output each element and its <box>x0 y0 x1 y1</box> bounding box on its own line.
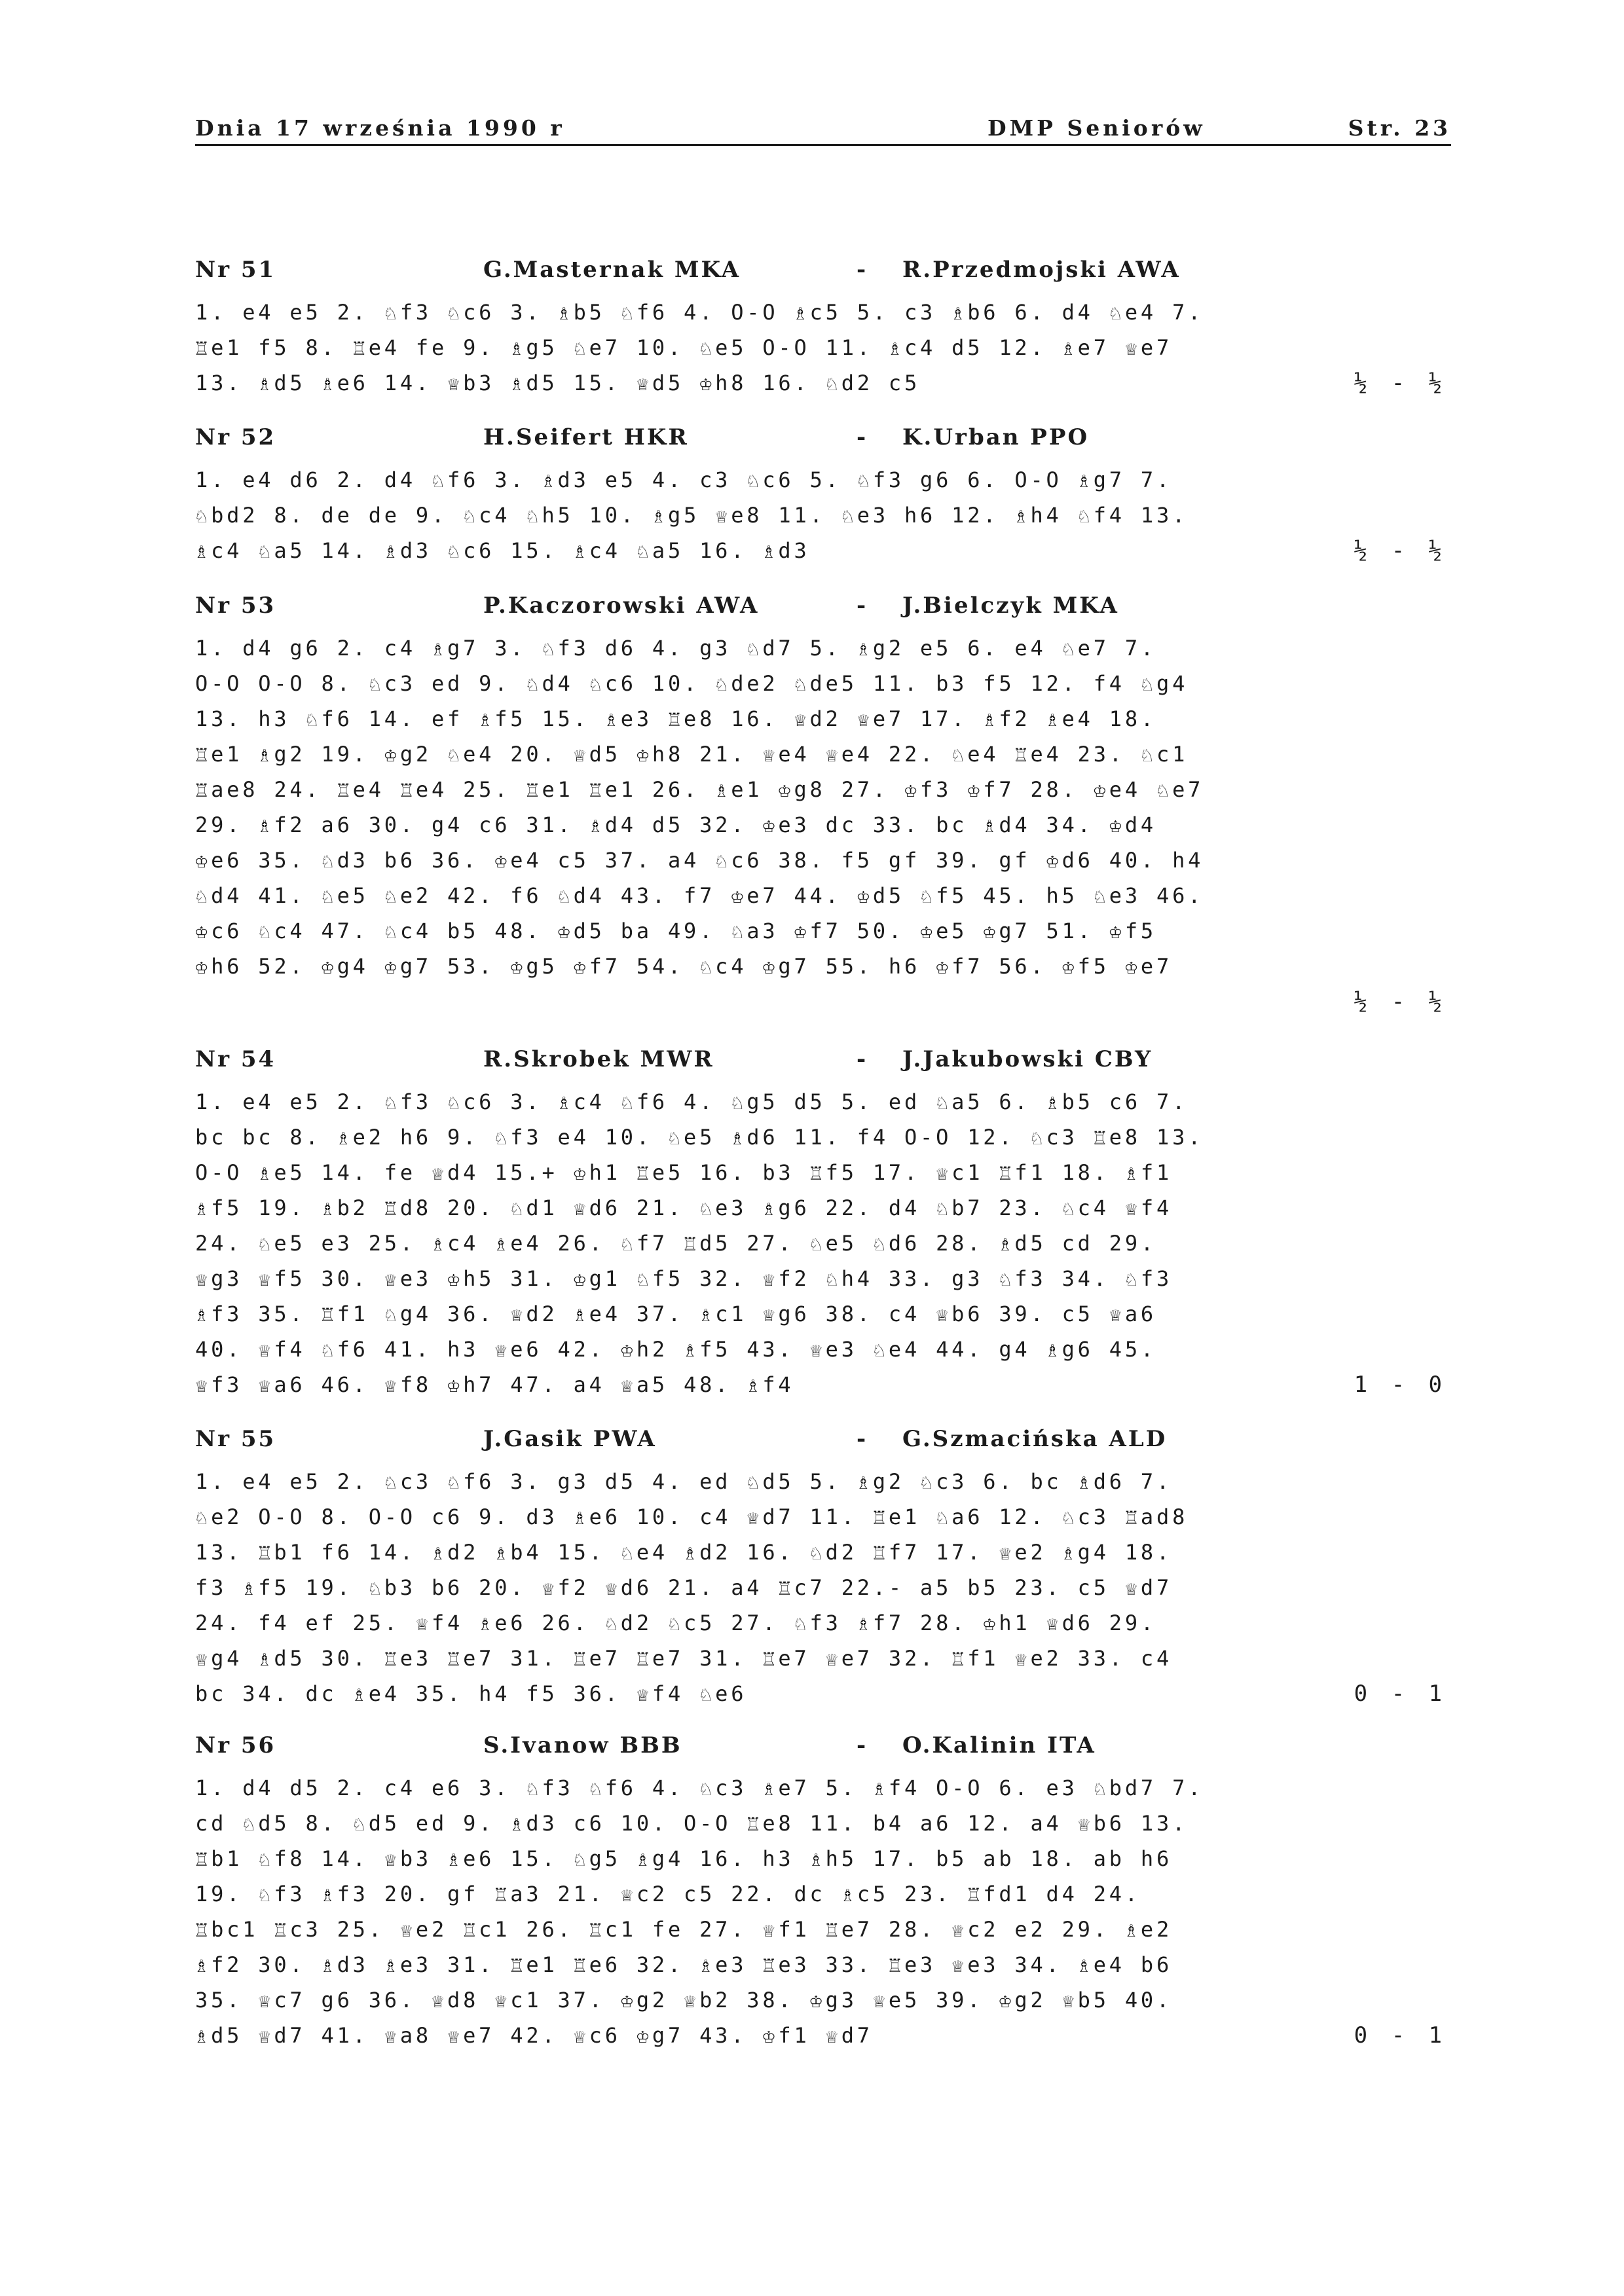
move-line: ♗c4 ♘a5 14. ♗d3 ♘c6 15. ♗c4 ♘a5 16. ♗d3 <box>195 538 810 563</box>
players-separator: - <box>857 1732 868 1758</box>
move-line: ♖b1 ♘f8 14. ♕b3 ♗e6 15. ♘g5 ♗g4 16. h3 ♗h5 17. b5 ab 18. ab h6 <box>195 1846 1173 1871</box>
game-number: Nr 51 <box>195 257 276 283</box>
move-line: 1. e4 e5 2. ♘c3 ♘f6 3. g3 d5 4. ed ♘d5 5. ♗g2 ♘c3 6. bc ♗d6 7. <box>195 1469 1173 1494</box>
game-result: 0 - 1 <box>1354 1681 1447 1707</box>
move-line: 1. e4 d6 2. d4 ♘f6 3. ♗d3 e5 4. c3 ♘c6 5. ♘f3 g6 6. O-O ♗g7 7. <box>195 467 1173 492</box>
move-line: ♕f3 ♕a6 46. ♕f8 ♔h7 47. a4 ♕a5 48. ♗f4 <box>195 1372 794 1397</box>
game-number: Nr 52 <box>195 424 276 450</box>
game-number: Nr 53 <box>195 592 276 619</box>
move-line: ♘e2 O-O 8. O-O c6 9. d3 ♗e6 10. c4 ♕d7 11. ♖e1 ♘a6 12. ♘c3 ♖ad8 <box>195 1504 1189 1529</box>
move-line: 24. ♘e5 e3 25. ♗c4 ♗e4 26. ♘f7 ♖d5 27. ♘e5 ♘d6 28. ♗d5 cd 29. <box>195 1231 1157 1256</box>
game-result: 0 - 1 <box>1354 2022 1447 2049</box>
game-heading <box>195 257 1451 295</box>
black-player: O.Kalinin ITA <box>902 1732 1096 1758</box>
move-line: ♗d5 ♕d7 41. ♕a8 ♕e7 42. ♕c6 ♔g7 43. ♔f1 ♕d7 <box>195 2023 873 2048</box>
game-heading <box>195 1426 1451 1464</box>
players-separator: - <box>857 1046 868 1072</box>
players-separator: - <box>857 592 868 619</box>
move-list <box>195 630 1451 984</box>
game-block <box>195 1046 1451 1402</box>
move-line: ♕g3 ♕f5 30. ♕e3 ♔h5 31. ♔g1 ♘f5 32. ♕f2 ♘h4 33. g3 ♘f3 34. ♘f3 <box>195 1266 1173 1291</box>
white-player: R.Skrobek MWR <box>483 1046 714 1072</box>
move-line: 13. h3 ♘f6 14. ef ♗f5 15. ♗e3 ♖e8 16. ♕d2 ♕e7 17. ♗f2 ♗e4 18. <box>195 706 1157 731</box>
white-player: P.Kaczorowski AWA <box>483 592 760 619</box>
black-player: J.Jakubowski CBY <box>902 1046 1153 1072</box>
game-heading <box>195 592 1451 630</box>
header-page-number: Str. 23 <box>1348 115 1451 141</box>
game-number: Nr 54 <box>195 1046 276 1072</box>
black-player: J.Bielczyk MKA <box>902 592 1119 619</box>
move-line: 35. ♕c7 g6 36. ♕d8 ♕c1 37. ♔g2 ♕b2 38. ♔g3 ♕e5 39. ♔g2 ♕b5 40. <box>195 1988 1173 2013</box>
move-line: ♔h6 52. ♔g4 ♔g7 53. ♔g5 ♔f7 54. ♘c4 ♔g7 55. h6 ♔f7 56. ♔f5 ♔e7 <box>195 954 1173 979</box>
move-line: ♖ae8 24. ♖e4 ♖e4 25. ♖e1 ♖e1 26. ♗e1 ♔g8 27. ♔f3 ♔f7 28. ♔e4 ♘e7 <box>195 777 1204 802</box>
game-block <box>195 1426 1451 1711</box>
move-line: ♘d4 41. ♘e5 ♘e2 42. f6 ♘d4 43. f7 ♔e7 44. ♔d5 ♘f5 45. h5 ♘e3 46. <box>195 883 1204 908</box>
game-block <box>195 592 1451 1019</box>
move-line: 13. ♖b1 f6 14. ♗d2 ♗b4 15. ♘e4 ♗d2 16. ♘d2 ♖f7 17. ♕e2 ♗g4 18. <box>195 1540 1173 1565</box>
move-line: ♔c6 ♘c4 47. ♘c4 b5 48. ♔d5 ba 49. ♘a3 ♔f7 50. ♔e5 ♔g7 51. ♔f5 <box>195 919 1157 943</box>
move-line: ♗f3 35. ♖f1 ♘g4 36. ♕d2 ♗e4 37. ♗c1 ♕g6 38. c4 ♕b6 39. c5 ♕a6 <box>195 1302 1157 1326</box>
move-line: ♗f5 19. ♗b2 ♖d8 20. ♘d1 ♕d6 21. ♘e3 ♗g6 22. d4 ♘b7 23. ♘c4 ♕f4 <box>195 1195 1173 1220</box>
move-line: 1. d4 g6 2. c4 ♗g7 3. ♘f3 d6 4. g3 ♘d7 5. ♗g2 e5 6. e4 ♘e7 7. <box>195 636 1157 661</box>
game-number: Nr 55 <box>195 1426 276 1452</box>
move-line: 1. d4 d5 2. c4 e6 3. ♘f3 ♘f6 4. ♘c3 ♗e7 5. ♗f4 O-O 6. e3 ♘bd7 7. <box>195 1776 1204 1800</box>
players-separator: - <box>857 424 868 450</box>
move-line: 13. ♗d5 ♗e6 14. ♕b3 ♗d5 15. ♕d5 ♔h8 16. ♘d2 c5 <box>195 371 921 395</box>
game-heading <box>195 1046 1451 1084</box>
players-separator: - <box>857 257 868 283</box>
move-line: 40. ♕f4 ♘f6 41. h3 ♕e6 42. ♔h2 ♗f5 43. ♕e3 ♘e4 44. g4 ♗g6 45. <box>195 1337 1157 1362</box>
move-line: 29. ♗f2 a6 30. g4 c6 31. ♗d4 d5 32. ♔e3 dc 33. bc ♗d4 34. ♔d4 <box>195 812 1157 837</box>
black-player: K.Urban PPO <box>902 424 1090 450</box>
players-separator: - <box>857 1426 868 1452</box>
move-line: bc bc 8. ♗e2 h6 9. ♘f3 e4 10. ♘e5 ♗d6 11. f4 O-O 12. ♘c3 ♖e8 13. <box>195 1125 1204 1150</box>
white-player: J.Gasik PWA <box>483 1426 657 1452</box>
move-line: ♕g4 ♗d5 30. ♖e3 ♖e7 31. ♖e7 ♖e7 31. ♖e7 ♕e7 32. ♖f1 ♕e2 33. c4 <box>195 1646 1173 1671</box>
white-player: G.Masternak MKA <box>483 257 741 283</box>
move-list <box>195 1464 1451 1711</box>
move-line: 1. e4 e5 2. ♘f3 ♘c6 3. ♗c4 ♘f6 4. ♘g5 d5 5. ed ♘a5 6. ♗b5 c6 7. <box>195 1089 1189 1114</box>
game-heading <box>195 1732 1451 1770</box>
game-result: ½ - ½ <box>1354 370 1447 396</box>
game-result: ½ - ½ <box>1354 989 1447 1015</box>
game-result: ½ - ½ <box>1354 538 1447 564</box>
move-list <box>195 1084 1451 1402</box>
move-line: ♖e1 f5 8. ♖e4 fe 9. ♗g5 ♘e7 10. ♘e5 O-O 11. ♗c4 d5 12. ♗e7 ♕e7 <box>195 335 1173 360</box>
move-line: 24. f4 ef 25. ♕f4 ♗e6 26. ♘d2 ♘c5 27. ♘f3 ♗f7 28. ♔h1 ♕d6 29. <box>195 1611 1157 1635</box>
white-player: S.Ivanow BBB <box>483 1732 682 1758</box>
game-block <box>195 257 1451 401</box>
move-line: O-O ♗e5 14. fe ♕d4 15.+ ♔h1 ♖e5 16. b3 ♖f5 17. ♕c1 ♖f1 18. ♗f1 <box>195 1160 1173 1185</box>
header-event: DMP Seniorów <box>987 115 1206 141</box>
move-line: ♖e1 ♗g2 19. ♔g2 ♘e4 20. ♕d5 ♔h8 21. ♕e4 ♕e4 22. ♘e4 ♖e4 23. ♘c1 <box>195 742 1189 767</box>
move-line: bc 34. dc ♗e4 35. h4 f5 36. ♕f4 ♘e6 <box>195 1681 747 1706</box>
move-line: cd ♘d5 8. ♘d5 ed 9. ♗d3 c6 10. O-O ♖e8 11. b4 a6 12. a4 ♕b6 13. <box>195 1811 1189 1836</box>
move-line: ♖bc1 ♖c3 25. ♕e2 ♖c1 26. ♖c1 fe 27. ♕f1 ♖e7 28. ♕c2 e2 29. ♗e2 <box>195 1917 1173 1942</box>
move-line: O-O O-O 8. ♘c3 ed 9. ♘d4 ♘c6 10. ♘de2 ♘de5 11. b3 f5 12. f4 ♘g4 <box>195 671 1189 696</box>
game-number: Nr 56 <box>195 1732 276 1758</box>
game-result: 1 - 0 <box>1354 1372 1447 1398</box>
move-line: f3 ♗f5 19. ♘b3 b6 20. ♕f2 ♕d6 21. a4 ♖c7 22.- a5 b5 23. c5 ♕d7 <box>195 1575 1173 1600</box>
white-player: H.Seifert HKR <box>483 424 689 450</box>
move-line: ♘bd2 8. de de 9. ♘c4 ♘h5 10. ♗g5 ♕e8 11. ♘e3 h6 12. ♗h4 ♘f4 13. <box>195 503 1189 528</box>
move-line: 19. ♘f3 ♗f3 20. gf ♖a3 21. ♕c2 c5 22. dc ♗c5 23. ♖fd1 d4 24. <box>195 1882 1141 1906</box>
move-line: 1. e4 e5 2. ♘f3 ♘c6 3. ♗b5 ♘f6 4. O-O ♗c5 5. c3 ♗b6 6. d4 ♘e4 7. <box>195 300 1204 325</box>
page-header <box>195 110 1451 146</box>
move-list <box>195 1770 1451 2053</box>
game-block <box>195 424 1451 568</box>
black-player: R.Przedmojski AWA <box>902 257 1181 283</box>
move-line: ♗f2 30. ♗d3 ♗e3 31. ♖e1 ♖e6 32. ♗e3 ♖e3 33. ♖e3 ♕e3 34. ♗e4 b6 <box>195 1952 1173 1977</box>
header-date: Dnia 17 września 1990 r <box>195 115 565 141</box>
game-heading <box>195 424 1451 462</box>
black-player: G.Szmacińska ALD <box>902 1426 1168 1452</box>
move-line: ♔e6 35. ♘d3 b6 36. ♔e4 c5 37. a4 ♘c6 38. f5 gf 39. gf ♔d6 40. h4 <box>195 848 1204 873</box>
game-block <box>195 1732 1451 2053</box>
